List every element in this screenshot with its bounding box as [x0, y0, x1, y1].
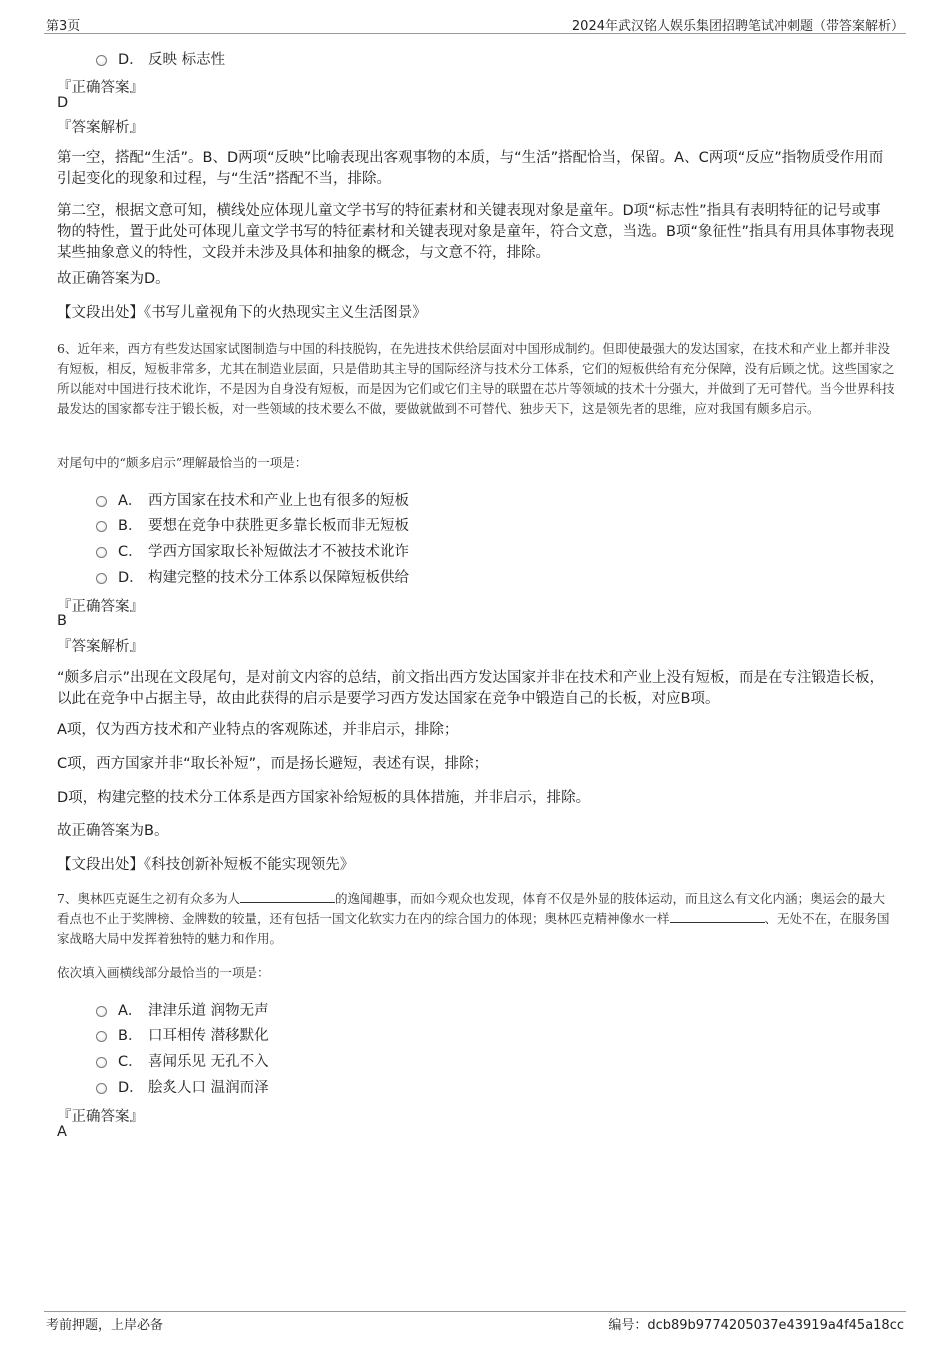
- radio-icon[interactable]: [96, 1006, 107, 1017]
- page-header: [0, 0, 950, 36]
- footer-slogan: 考前押题，上岸必备: [46, 1318, 164, 1333]
- q7-option-b[interactable]: B． 口耳相传 潜移默化: [96, 1024, 269, 1045]
- q7-option-c[interactable]: C． 喜闻乐见 无孔不入: [96, 1050, 269, 1071]
- source-citation: 【文段出处】《书写儿童视角下的火热现实主义生活图景》: [57, 305, 427, 321]
- analysis-paragraph: “颇多启示”出现在文段尾句，是对前文内容的总结，前文指出西方发达国家并非在技术和产业上没有短板，而是在专注锻造长板，以此在竞争中占据主导，故由此获得的启示是要学习西方发达国家在竞争中锻造自己的长板，对应B项。: [57, 670, 885, 707]
- q6-option-b[interactable]: B． 要想在竞争中获胜更多靠长板而非无短板: [96, 514, 409, 535]
- page-number: 第3页: [46, 19, 81, 34]
- radio-icon[interactable]: [96, 547, 107, 558]
- analysis-paragraph: C项，西方国家并非“取长补短”，而是扬长避短，表述有误，排除；: [57, 756, 489, 772]
- fill-blank: [670, 910, 765, 923]
- analysis-conclusion: 故正确答案为D。: [57, 271, 170, 287]
- source-citation: 【文段出处】《科技创新补短板不能实现领先》: [57, 857, 355, 873]
- analysis-paragraph: 第二空，根据文意可知，横线处应体现儿童文学书写的特征素材和关键表现对象是童年。D项“标志性”指具有表明特征的记号或事物的特性，置于此处可体现儿童文学书写的特征素材和关键表现对象是童年，符合文意，当选。B项“象征性”指具有用具体事物表现某些抽象意义的特性，文段并未涉及具体和抽象的概念，与文意不符，排除。: [57, 203, 894, 261]
- analysis-paragraph: D项，构建完整的技术分工体系是西方国家补给短板的具体措施，并非启示，排除。: [57, 790, 591, 806]
- analysis-label: 『答案解析』: [57, 120, 144, 136]
- document-title: 2024年武汉铭人娱乐集团招聘笔试冲刺题（带答案解析）: [571, 19, 904, 34]
- answer-label: 『正确答案』: [57, 1109, 144, 1125]
- radio-icon[interactable]: [96, 573, 107, 584]
- radio-icon[interactable]: [96, 1057, 107, 1068]
- question-prompt: 对尾句中的“颇多启示”理解最恰当的一项是：: [57, 455, 308, 470]
- answer-value: B: [57, 613, 67, 629]
- q6-option-d[interactable]: D． 构建完整的技术分工体系以保障短板供给: [96, 566, 409, 587]
- analysis-paragraph: A项，仅为西方技术和产业特点的客观陈述，并非启示，排除；: [57, 722, 459, 738]
- q6-option-c[interactable]: C． 学西方国家取长补短做法才不被技术讹诈: [96, 540, 409, 561]
- q7-option-a[interactable]: A． 津津乐道 润物无声: [96, 999, 269, 1020]
- document-code: 编号：dcb89b9774205037e43919a4f45a18cc: [608, 1318, 904, 1333]
- q6-option-a[interactable]: A． 西方国家在技术和产业上也有很多的短板: [96, 489, 409, 510]
- radio-icon[interactable]: [96, 496, 107, 507]
- radio-icon[interactable]: [96, 1031, 107, 1042]
- analysis-label: 『答案解析』: [57, 639, 144, 655]
- question-stem: 7、奥林匹克诞生之初有众多为人 的逸闻趣事，而如今观众也发现，体育不仅是外显的肢体运动，而且这么有文化内涵；奥运会的最大看点也不止于奖牌榜、金牌数的较量，还有包括一国文化软实力在内的综合国力的体现；奥林匹克精神像水一样 、无处不在，在服务国家战略大局中发挥着独特的魅力和作用。: [57, 891, 890, 946]
- fill-blank: [240, 890, 335, 903]
- footer-divider: [44, 1311, 906, 1312]
- analysis-paragraph: 第一空，搭配“生活”。B、D两项“反映”比喻表现出客观事物的本质，与“生活”搭配恰当，保留。A、C两项“反应”指物质受作用而引起变化的现象和过程，与“生活”搭配不当，排除。: [57, 150, 884, 187]
- radio-icon[interactable]: [96, 521, 107, 532]
- answer-label: 『正确答案』: [57, 599, 144, 615]
- answer-value: A: [57, 1124, 67, 1140]
- radio-icon[interactable]: [96, 1083, 107, 1094]
- header-divider: [44, 33, 906, 34]
- q5-option-d[interactable]: D． 反映 标志性: [96, 48, 225, 69]
- analysis-conclusion: 故正确答案为B。: [57, 823, 169, 839]
- radio-icon[interactable]: [96, 55, 107, 66]
- answer-value: D: [57, 95, 69, 111]
- question-stem: 6、近年来，西方有些发达国家试图制造与中国的科技脱钩，在先进技术供给层面对中国形成制约。但即使最强大的发达国家，在技术和产业上都并非没有短板，相反，短板非常多，尤其在制造业层面，只是借助其主导的国际经济与技术分工体系，它们的短板供给有充分保障，没有后顾之忧。这些国家之所以能对中国进行技术讹诈，不是因为自身没有短板，而是因为它们或它们主导的联盟在芯片等领域的技术十分强大，并做到了无可替代。当今世界科技最发达的国家都专注于锻长板，对一些领域的技术要么不做，要做就做到不可替代、独步天下，这是领先者的思维，应对我国有颇多启示。: [57, 341, 895, 416]
- answer-label: 『正确答案』: [57, 80, 144, 96]
- q7-option-d[interactable]: D． 脍炙人口 温润而泽: [96, 1076, 269, 1097]
- question-prompt: 依次填入画横线部分最恰当的一项是：: [57, 965, 270, 980]
